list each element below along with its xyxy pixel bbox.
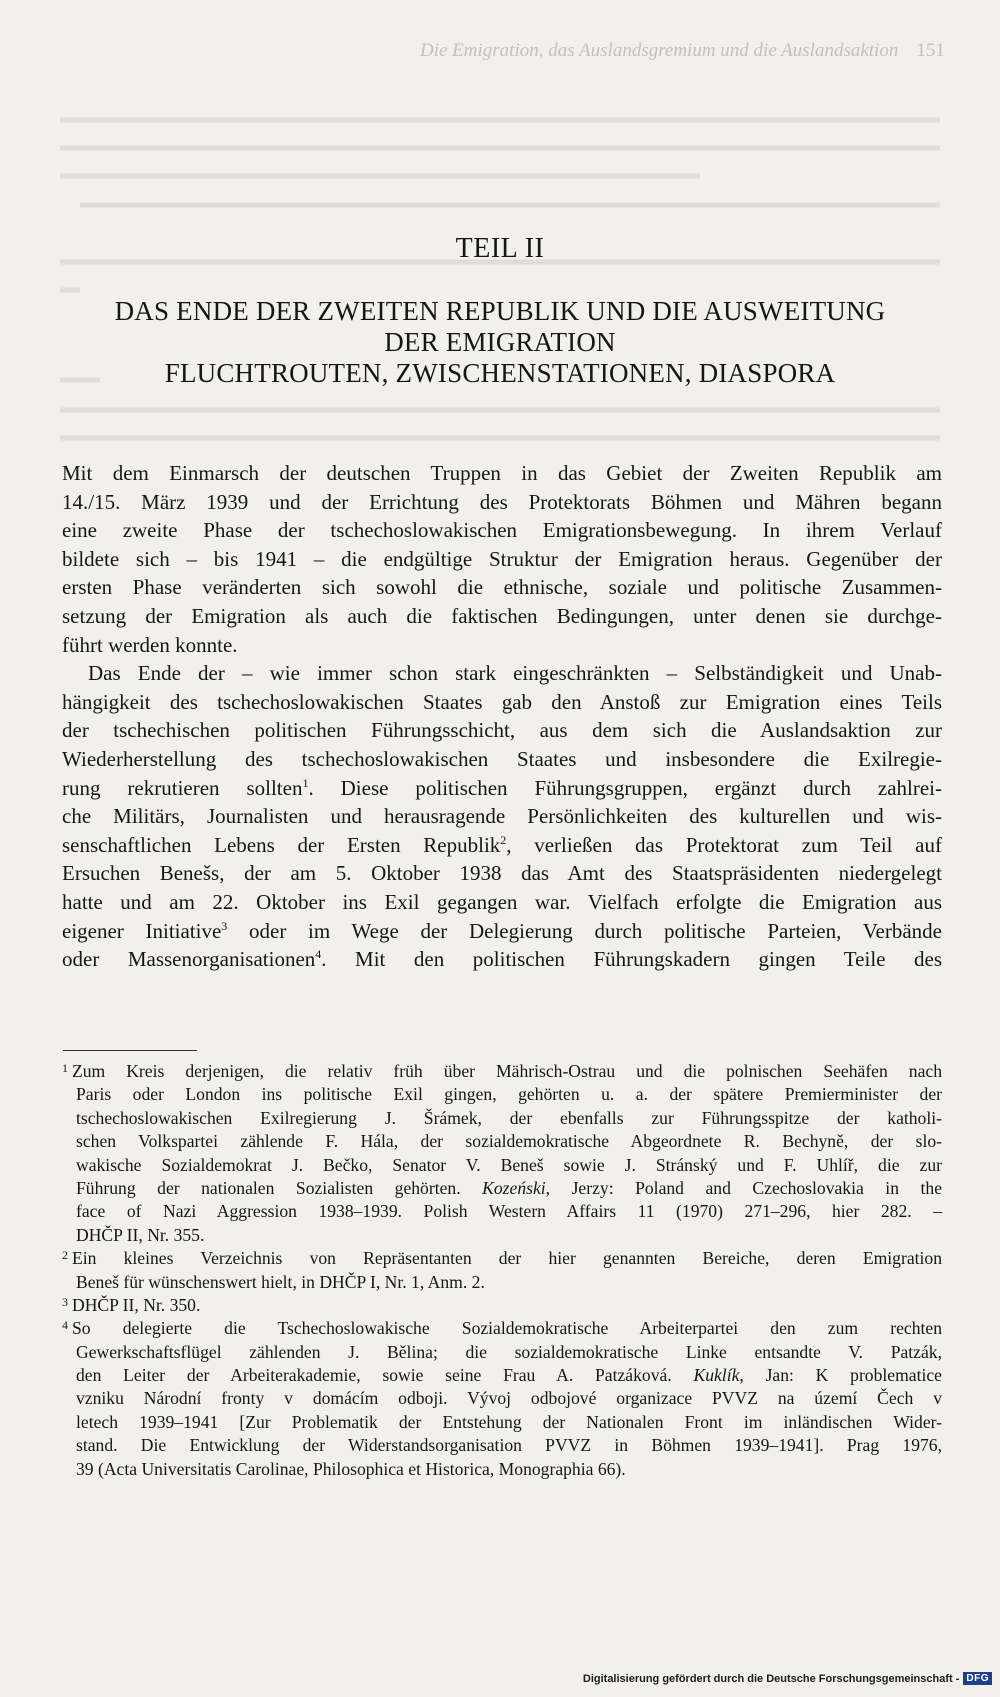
text-line: der tschechischen politischen Führungsschicht, aus dem sich die Auslandsaktion zur [62,718,942,743]
text-segment: . Diese politischen Führungsgruppen, ergänzt durch zahlrei- [308,775,943,800]
chapter-heading [60,296,940,389]
text-line [62,774,942,803]
digitization-credit [583,1672,992,1685]
footnote-ref[interactable]: 4 [315,947,322,962]
text-line [62,831,942,860]
text-line [62,917,942,946]
text-line: eine zweite Phase der tschechoslowakischen Emigrationsbewegung. In ihrem Verlauf [62,518,942,543]
footnote-text: , Jerzy: Poland and Czechoslovakia in the [545,1177,943,1198]
text-segment: oder im Wege der Delegierung durch politische Parteien, Verbände [227,918,942,943]
credit-text: Digitalisierung gefördert durch die Deutsche Forschungsgemeinschaft - [582,1672,960,1685]
text-line: ersten Phase veränderten sich sowohl die ethnische, soziale und politische Zusammen- [62,575,942,600]
footnote-line: vzniku Národní fronty v domácím odboji. Vývoj odbojové organizace PVVZ na území Čech v [76,1388,942,1409]
footnote-mark: 3 [62,1294,68,1309]
footnote-line [62,1177,942,1200]
footnote-line: face of Nazi Aggression 1938–1939. Polish Western Affairs 11 (1970) 271–296, hier 282. – [76,1201,942,1222]
footnote-line [62,1060,942,1083]
text-segment: eigener Initiative [62,918,222,943]
text-line: Das Ende der – wie immer schon stark eingeschränkten – Selbständigkeit und Unab- [88,661,942,686]
footnote-text: , Jan: K problematice [739,1365,942,1386]
footnote-line: letech 1939–1941 [Zur Problematik der Entstehung der Nationalen Front im inländischen Wider- [76,1411,942,1432]
footnote-line: 39 (Acta Universitatis Carolinae, Philosophica et Historica, Monographia 66). [76,1458,626,1479]
page-number: 151 [916,40,945,61]
footnote-line [62,1294,942,1317]
text-line [62,945,942,974]
citation-author: Kuklík [693,1365,740,1386]
footnote-line: Paris oder London ins politische Exil gingen, gehörten u. a. der spätere Premierminister der [76,1084,942,1105]
running-head-title: Die Emigration, das Auslandsgremium und die Auslandsaktion [420,40,899,61]
text-line: setzung der Emigration als auch die faktischen Bedingungen, unter denen sie durchge- [62,603,942,628]
text-line: Mit dem Einmarsch der deutschen Truppen in das Gebiet der Zweiten Republik am [62,461,942,485]
footnote-text: DHČP II, Nr. 350. [72,1294,201,1315]
footnote-line [62,1247,942,1270]
text-line: Ersuchen Benešs, der am 5. Oktober 1938 das Amt des Staatspräsidenten niedergelegt [62,861,942,886]
heading-subtitle: FLUCHTROUTEN, ZWISCHENSTATIONEN, DIASPORA [164,358,836,388]
footnote-text: den Leiter der Arbeiterakademie, sowie seine Frau A. Patzáková. [76,1365,672,1386]
footnote-line: stand. Die Entwicklung der Widerstandsorganisation PVVZ in Böhmen 1939–1941]. Prag 1976, [76,1435,942,1456]
part-label: TEIL II [455,233,545,264]
footnote-line: tschechoslowakischen Exilregierung J. Šrámek, der ebenfalls zur Führungsspitze der katholi- [76,1107,942,1128]
text-segment: , verließen das Protektorat zum Teil auf [506,832,942,857]
text-line: hängigkeit des tschechoslowakischen Staates gab den Anstoß zur Emigration eines Teils [62,689,942,714]
footnote-text: Führung der nationalen Sozialisten gehörten. [76,1177,461,1198]
text-line: Wiederherstellung des tschechoslowakischen Staates und insbesondere die Exilregie- [62,746,942,771]
text-line: che Militärs, Journalisten und herausragende Persönlichkeiten des kulturellen und wis- [62,804,942,829]
footnote-text: So delegierte die Tschechoslowakische Sozialdemokratische Arbeiterpartei den zum rechten [72,1318,942,1339]
heading-line: DAS ENDE DER ZWEITEN REPUBLIK UND DIE AUSWEITUNG [114,296,886,326]
footnote-line: wakische Sozialdemokrat J. Bečko, Senator V. Beneš sowie J. Stránský und F. Uhlíř, die zur [76,1154,942,1175]
footnote-line: schen Volkspartei zählende F. Hála, der sozialdemokratische Abgeordnete R. Bechyně, der slo- [76,1131,942,1152]
citation-author: Kozeński [482,1177,546,1198]
footnote-line [62,1317,942,1340]
text-line: 14./15. März 1939 und der Errichtung des Protektorats Böhmen und Mähren begann [62,489,942,514]
text-segment: rung rekrutieren sollten [62,775,303,800]
body-text [62,459,942,974]
footnote-mark: 2 [62,1248,68,1263]
text-segment: . Mit den politischen Führungskadern gingen Teile des [321,947,942,972]
footnote-line: Beneš für wünschenswert hielt, in DHČP I, Nr. 1, Anm. 2. [76,1271,485,1292]
footnote-ref[interactable]: 3 [221,918,228,933]
text-segment: senschaftlichen Lebens der Ersten Republik [62,832,501,857]
footnote-line: Gewerkschaftsflügel zählenden J. Bělina; die sozialdemokratische Linke entsandte V. Patzák, [76,1341,942,1362]
text-line: hatte und am 22. Oktober ins Exil gegangen war. Vielfach erfolgte die Emigration aus [62,889,942,914]
text-line: bildete sich – bis 1941 – die endgültige Struktur der Emigration heraus. Gegenüber der [62,546,942,571]
footnote-text: Zum Kreis derjenigen, die relativ früh über Mährisch-Ostrau und die polnischen Seehäfen nach [72,1061,942,1081]
footnote-ref[interactable]: 1 [302,775,309,790]
footnote-line: DHČP II, Nr. 355. [76,1224,205,1245]
footnote-divider [63,1050,197,1051]
running-head [420,40,945,62]
heading-line: DER EMIGRATION [384,327,616,357]
footnote-ref[interactable]: 2 [500,832,507,847]
footnote-mark: 1 [62,1061,68,1075]
footnotes [62,1060,942,1481]
footnote-line [62,1364,942,1387]
dfg-logo: DFG [963,1672,992,1685]
text-segment: oder Massenorganisationen [62,947,316,972]
text-line: führt werden konnte. [62,632,238,657]
footnote-mark: 4 [62,1318,68,1333]
footnote-text: Ein kleines Verzeichnis von Repräsentanten der hier genannten Bereiche, deren Emigration [72,1248,942,1269]
